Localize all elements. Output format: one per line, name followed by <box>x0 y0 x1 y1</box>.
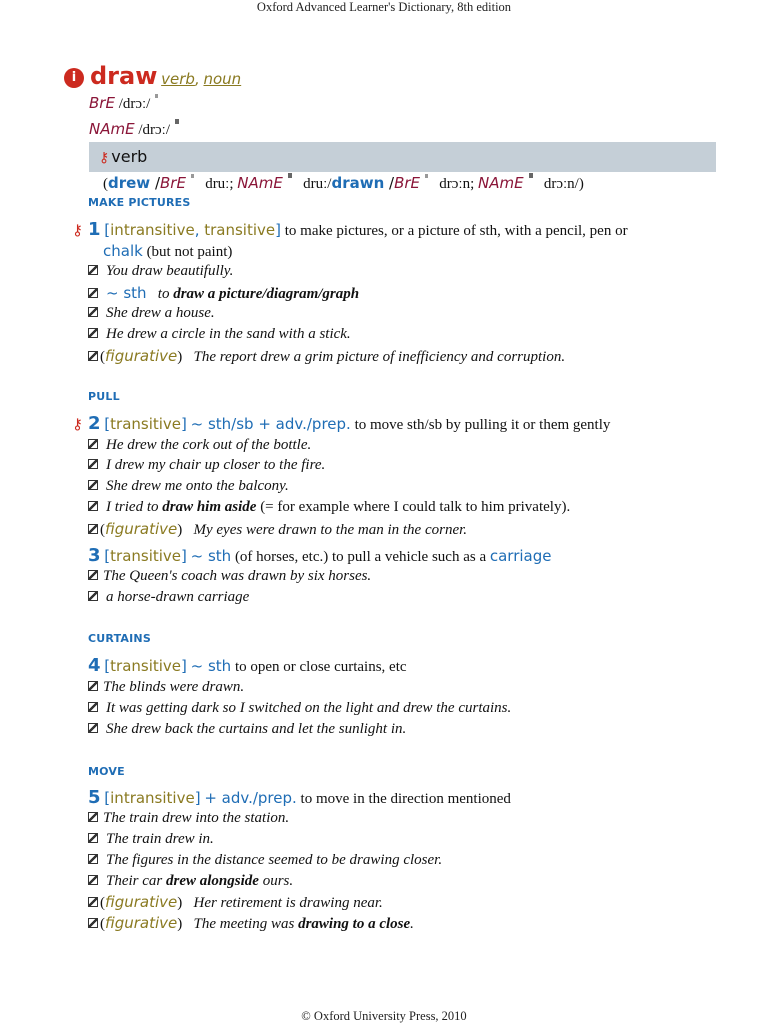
example <box>88 305 215 322</box>
example-gloss: (= for example where I could talk to him privately). <box>260 499 571 515</box>
audio-bullet-icon[interactable] <box>88 524 98 534</box>
name-label: NAmE <box>478 174 524 192</box>
form-drew: drew <box>108 174 151 192</box>
bre-label: BrE <box>89 94 115 112</box>
example-text: She drew back the curtains and let the sunlight in. <box>106 721 407 737</box>
example-text: My eyes were drawn to the man in the corner. <box>193 522 468 538</box>
example <box>88 568 371 585</box>
example <box>88 457 325 474</box>
example-text: I drew my chair up closer to the fire. <box>106 457 326 473</box>
example <box>88 520 467 539</box>
bre-label: BrE <box>160 174 186 192</box>
name-label: NAmE <box>237 174 283 192</box>
speaker-icon[interactable] <box>175 119 179 124</box>
paren: ( <box>100 349 105 365</box>
example-text: The Queen's coach was drawn by six horses. <box>103 568 372 584</box>
pattern: ~ sth/sb + adv./prep. <box>190 415 351 433</box>
example <box>88 831 214 848</box>
pattern: ~ sth <box>190 657 232 675</box>
audio-bullet-icon[interactable] <box>88 328 98 338</box>
example <box>88 679 244 696</box>
audio-bullet-icon[interactable] <box>88 501 98 511</box>
example-text: The train drew in. <box>106 831 214 847</box>
pos-noun-link[interactable]: noun <box>203 70 242 88</box>
pron: drɔːn; <box>439 176 475 192</box>
example-text: She drew me onto the balcony. <box>106 478 289 494</box>
pos-comma: , <box>194 70 200 88</box>
audio-bullet-icon[interactable] <box>88 918 98 928</box>
example <box>88 437 311 454</box>
bre-label: BrE <box>394 174 421 192</box>
pron: drɔːn/) <box>543 176 584 192</box>
speaker-icon[interactable] <box>425 174 428 178</box>
example-text: Her retirement is drawing near. <box>193 895 383 911</box>
example <box>88 810 289 827</box>
sense-1-line-2 <box>103 242 232 261</box>
speaker-icon[interactable] <box>191 174 194 178</box>
definition: to make pictures, or a picture of sth, with a pencil, pen or <box>284 223 628 239</box>
headword-row <box>64 62 241 90</box>
audio-bullet-icon[interactable] <box>88 702 98 712</box>
verb-forms <box>103 173 584 193</box>
audio-bullet-icon[interactable] <box>88 307 98 317</box>
example <box>88 914 414 933</box>
paren: ( <box>100 916 105 932</box>
example-text: You draw beautifully. <box>106 263 234 279</box>
example <box>88 873 293 890</box>
example-bold: draw a picture/diagram/graph <box>173 286 360 302</box>
sense-number: 3 <box>88 545 101 566</box>
pron: druː/ <box>303 176 332 192</box>
paren: ) <box>177 349 183 365</box>
audio-bullet-icon[interactable] <box>88 591 98 601</box>
example-text: I tried to <box>106 499 159 515</box>
example-text: It was getting dark so I switched on the light and drew the curtains. <box>106 700 512 716</box>
example <box>88 499 570 516</box>
example-text: . <box>410 916 414 932</box>
audio-bullet-icon[interactable] <box>88 897 98 907</box>
cross-ref-link[interactable]: chalk <box>103 242 143 260</box>
speaker-icon[interactable] <box>288 173 292 178</box>
slash: / <box>150 174 160 192</box>
bre-pron-row <box>89 94 158 113</box>
example-text: The figures in the distance seemed to be drawing closer. <box>106 852 443 868</box>
paren: ( <box>100 895 105 911</box>
section-heading: MAKE PICTURES <box>88 196 191 209</box>
definition: to move sth/sb by pulling it or them gently <box>354 417 611 433</box>
audio-bullet-icon[interactable] <box>88 265 98 275</box>
usage-label: figurative <box>105 893 178 911</box>
bracket: [ <box>104 415 111 433</box>
usage-label: figurative <box>105 347 178 365</box>
paren: ) <box>177 895 183 911</box>
section-heading: MOVE <box>88 765 125 778</box>
grammar-code: intransitive <box>110 789 195 807</box>
key-icon: ⚷ <box>99 150 110 166</box>
sense-5-line <box>88 787 511 808</box>
pattern: + adv./prep. <box>204 789 297 807</box>
sense-number: 5 <box>88 787 101 808</box>
grammar-code: transitive <box>110 657 182 675</box>
bracket: [ <box>104 789 111 807</box>
example-text: He drew the cork out of the bottle. <box>106 437 312 453</box>
section-heading: CURTAINS <box>88 632 151 645</box>
speaker-icon[interactable] <box>529 173 533 178</box>
example <box>88 893 383 912</box>
bracket: [ <box>104 221 111 239</box>
definition: to open or close curtains, etc <box>234 659 407 675</box>
sense-1-line <box>88 219 628 240</box>
example-text: The meeting was <box>193 916 295 932</box>
name-pron-row <box>89 119 179 139</box>
bracket: [ <box>104 547 111 565</box>
bracket: ] <box>275 221 281 239</box>
comma: , <box>194 221 205 239</box>
usage-label: figurative <box>105 520 178 538</box>
page-header: Oxford Advanced Learner's Dictionary, 8th edition <box>256 0 512 14</box>
audio-bullet-icon[interactable] <box>88 875 98 885</box>
bracket: [ <box>104 657 111 675</box>
example-text: a horse-drawn carriage <box>106 589 250 605</box>
example <box>88 263 233 280</box>
pos-verb-link[interactable]: verb <box>161 70 195 88</box>
name-label: NAmE <box>89 120 135 138</box>
example-text: He drew a circle in the sand with a stick. <box>106 326 351 342</box>
headword: draw <box>90 62 158 90</box>
pos-bar-label: verb <box>111 147 148 166</box>
example <box>88 326 351 343</box>
slash: / <box>384 174 395 192</box>
audio-bullet-icon[interactable] <box>88 439 98 449</box>
grammar-code: transitive <box>110 415 182 433</box>
audio-bullet-icon[interactable] <box>88 459 98 469</box>
cross-ref-link[interactable]: carriage <box>489 547 552 565</box>
form-drawn: drawn <box>331 174 385 192</box>
example-bold: draw him aside <box>162 499 257 515</box>
definition: (of horses, etc.) to pull a vehicle such as a <box>234 549 487 565</box>
example <box>88 347 565 366</box>
example-text: The train drew into the station. <box>103 810 290 826</box>
paren: ( <box>100 522 105 538</box>
audio-bullet-icon[interactable] <box>88 480 98 490</box>
audio-bullet-icon[interactable] <box>88 854 98 864</box>
bracket: ] <box>181 657 187 675</box>
key-icon: ⚷ <box>72 221 83 239</box>
bracket: ] <box>194 789 201 807</box>
pron: druː; <box>205 176 234 192</box>
example-text: ours. <box>262 873 294 889</box>
definition: (but not paint) <box>146 244 233 260</box>
example-text: The blinds were drawn. <box>103 679 245 695</box>
speaker-icon[interactable] <box>155 94 158 98</box>
definition: to move in the direction mentioned <box>300 791 511 807</box>
info-key-icon[interactable]: i <box>64 68 84 88</box>
audio-bullet-icon[interactable] <box>88 351 98 361</box>
pattern: ~ sth <box>106 284 147 302</box>
name-pron: /drɔː/ <box>138 122 170 138</box>
example-text: She drew a house. <box>106 305 215 321</box>
sense-4-line <box>88 655 407 676</box>
example-bold: drew alongside <box>166 873 259 889</box>
example <box>88 721 406 738</box>
example <box>88 589 249 606</box>
grammar-code: intransitive <box>110 221 195 239</box>
bracket: ] <box>181 415 187 433</box>
audio-bullet-icon[interactable] <box>88 723 98 733</box>
audio-bullet-icon[interactable] <box>88 570 98 580</box>
example <box>88 478 289 495</box>
example-text: The report drew a grim picture of inefficiency and corruption. <box>193 349 566 365</box>
forms-open: ( <box>103 176 108 192</box>
grammar-code: transitive <box>110 547 182 565</box>
audio-bullet-icon[interactable] <box>88 812 98 822</box>
pattern: ~ sth <box>190 547 232 565</box>
example-bold: drawing to a close <box>298 916 411 932</box>
example-text: Their car <box>106 873 163 889</box>
audio-bullet-icon[interactable] <box>88 288 98 298</box>
section-heading: PULL <box>88 390 120 403</box>
audio-bullet-icon[interactable] <box>88 833 98 843</box>
paren: ) <box>177 916 183 932</box>
bre-pron: /drɔː/ <box>118 96 151 112</box>
sense-number: 2 <box>88 413 101 434</box>
key-icon: ⚷ <box>72 415 83 433</box>
sense-number: 1 <box>88 219 101 240</box>
sense-3-line <box>88 545 551 566</box>
example <box>88 852 442 869</box>
bracket: ] <box>181 547 187 565</box>
pos-section-bar <box>89 142 716 172</box>
page-footer: © Oxford University Press, 2010 <box>301 1009 467 1023</box>
example-text: to <box>157 286 170 302</box>
audio-bullet-icon[interactable] <box>88 681 98 691</box>
example <box>88 284 359 303</box>
sense-number: 4 <box>88 655 101 676</box>
sense-2-line <box>88 413 610 434</box>
usage-label: figurative <box>105 914 178 932</box>
paren: ) <box>177 522 183 538</box>
example <box>88 700 511 717</box>
grammar-code: transitive <box>204 221 276 239</box>
